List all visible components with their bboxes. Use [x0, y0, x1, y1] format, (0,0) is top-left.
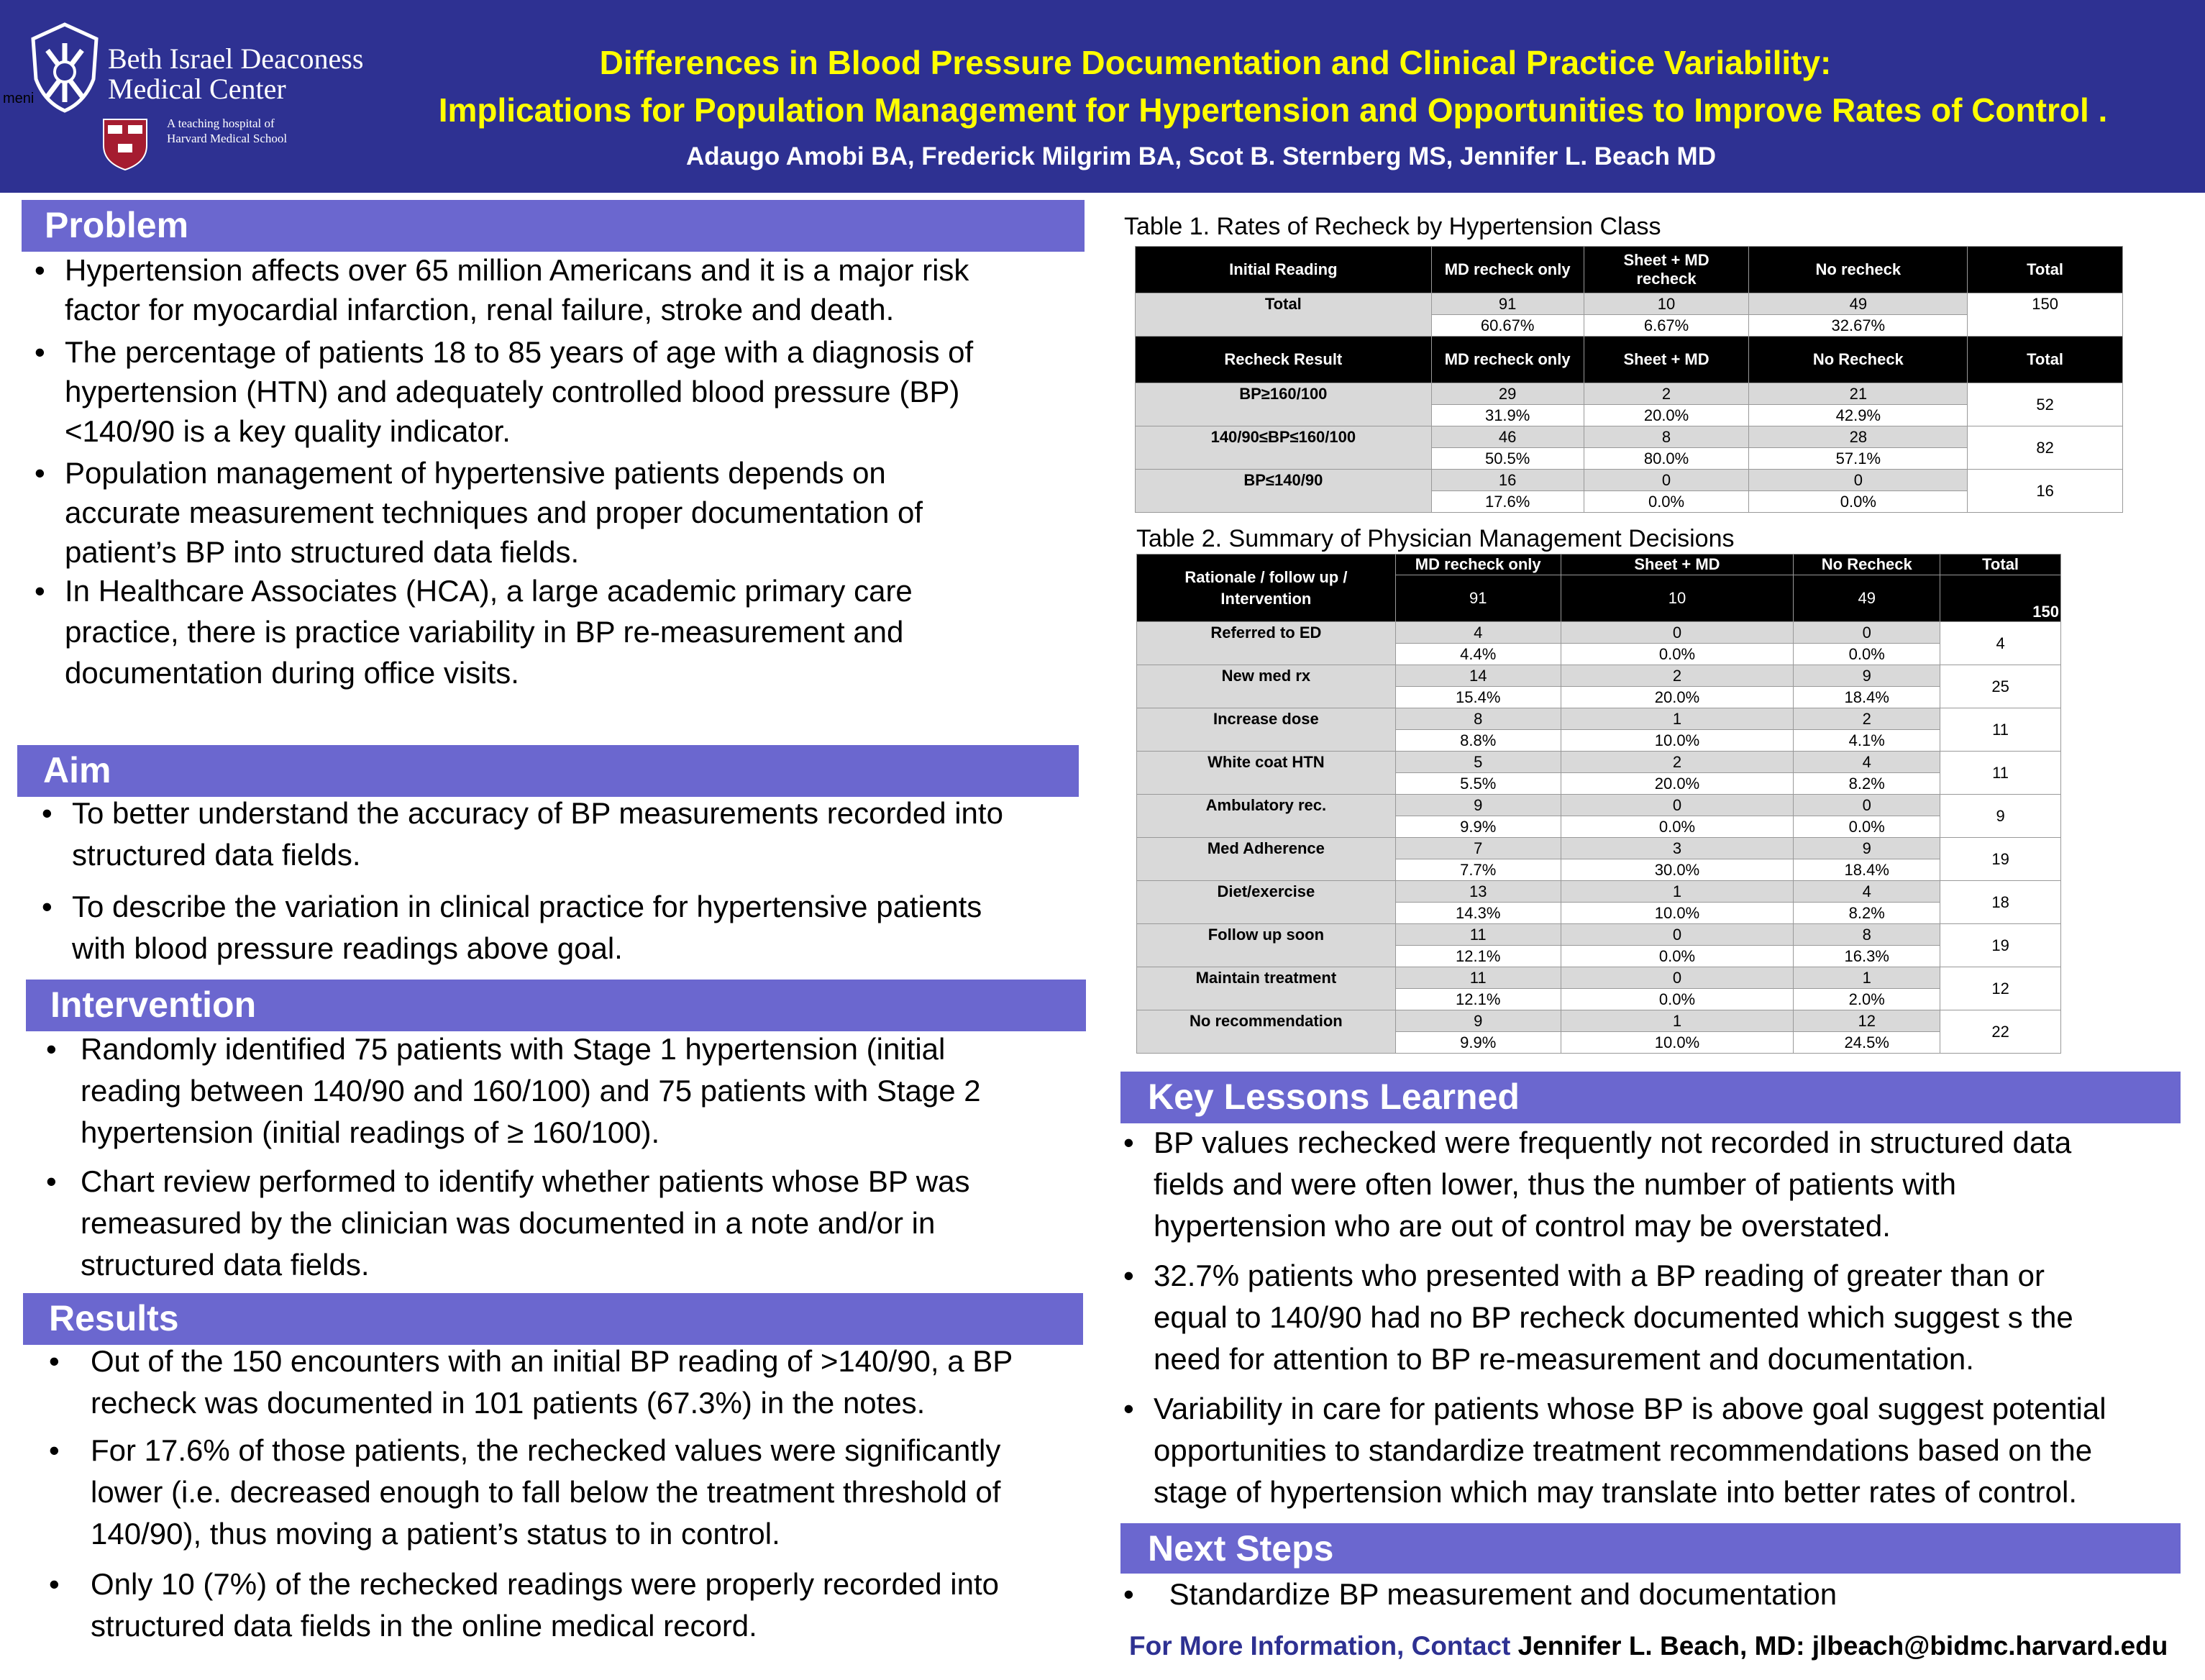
table2-cell: 0.0%	[1561, 816, 1794, 838]
table1-header-cell: Sheet + MD	[1584, 337, 1749, 383]
table2-cell: 24.5%	[1794, 1032, 1940, 1054]
bullet-dot: •	[35, 574, 45, 608]
table2-total-cell: 19	[1940, 838, 2061, 881]
table1-cell: 0.0%	[1584, 491, 1749, 513]
bullet-text: 32.7% patients who presented with a BP reading of greater than or equal to 140/90 had no BP recheck documented which suggest s the need for attention to BP re-measurement and documentation.	[1154, 1259, 2073, 1376]
bullet-dot: •	[49, 1567, 60, 1601]
table1-row-label: Total	[1136, 293, 1432, 337]
logo-subtitle-line2: Harvard Medical School	[167, 132, 288, 145]
table2-cell: 9.9%	[1395, 816, 1561, 838]
table2-cell: 3	[1561, 838, 1794, 859]
table2-cell: 11	[1395, 924, 1561, 946]
table2-cell: 0	[1561, 622, 1794, 644]
bullet-dot: •	[1123, 1392, 1134, 1425]
table2-header-rationale: Rationale / follow up / Intervention	[1137, 554, 1396, 622]
bullet-dot: •	[1123, 1259, 1134, 1292]
table1-cell: 6.67%	[1584, 315, 1749, 337]
bullet-text: The percentage of patients 18 to 85 years of age with a diagnosis of hypertension (HTN) and adequately controlled blood pressure (BP) <140/90 is a key quality indicator.	[65, 335, 974, 448]
table1-row	[1136, 383, 2123, 405]
table2-row-label: Follow up soon	[1137, 924, 1396, 967]
table2-cell: 4.1%	[1794, 730, 1940, 752]
table2-cell: 9	[1794, 838, 1940, 859]
table1-row	[1136, 293, 2123, 315]
table2-row	[1137, 752, 2061, 773]
table1-cell: 50.5%	[1431, 448, 1584, 470]
table1-header-cell: Initial Reading	[1136, 247, 1432, 293]
table1-total-cell: 150	[1968, 293, 2123, 337]
table1-row	[1136, 470, 2123, 491]
table2-header-count: 49	[1794, 575, 1940, 622]
table1-header-cell: MD recheck only	[1431, 337, 1584, 383]
results-heading: Results	[23, 1293, 1083, 1345]
table2-cell: 9	[1794, 665, 1940, 687]
bullet-dot: •	[35, 456, 45, 490]
logo-name-line2: Medical Center	[108, 73, 286, 105]
table1-cell: 31.9%	[1431, 405, 1584, 426]
table2-cell: 0.0%	[1561, 644, 1794, 665]
table2-cell: 12.1%	[1395, 989, 1561, 1010]
table2-total-cell: 18	[1940, 881, 2061, 924]
table1-total-cell: 82	[1968, 426, 2123, 470]
table2-header-cell: No Recheck	[1794, 554, 1940, 575]
bullet-text: Only 10 (7%) of the rechecked readings were properly recorded into structured data fields in the online medical record.	[91, 1567, 999, 1643]
table2-cell: 0	[1794, 622, 1940, 644]
table1-cell: 80.0%	[1584, 448, 1749, 470]
table2-row-label: Maintain treatment	[1137, 967, 1396, 1010]
bullet-dot: •	[49, 1344, 60, 1378]
logo-stray-text: meni	[3, 91, 35, 106]
table2-cell: 0.0%	[1794, 816, 1940, 838]
table2-cell: 2	[1561, 752, 1794, 773]
table1-cell: 60.67%	[1431, 315, 1584, 337]
bullet-dot: •	[35, 335, 45, 369]
table2-caption: Table 2. Summary of Physician Management Decisions	[1136, 525, 1735, 552]
bullet-text: Variability in care for patients whose BP is above goal suggest potential opportunities to standardize treatment recommendations based on the stage of hypertension which may translate into better rates of control.	[1154, 1392, 2106, 1509]
bullet-text: To describe the variation in clinical practice for hypertensive patients with blood pressure readings above goal.	[72, 890, 982, 965]
table2-cell: 2.0%	[1794, 989, 1940, 1010]
table2-total-cell: 11	[1940, 708, 2061, 752]
table2-cell: 8.2%	[1794, 773, 1940, 795]
table2-cell: 12	[1794, 1010, 1940, 1032]
table1-cell: 29	[1431, 383, 1584, 405]
table2-row	[1137, 881, 2061, 903]
table1-header-cell: Recheck Result	[1136, 337, 1432, 383]
table2-cell: 1	[1794, 967, 1940, 989]
table2-cell: 0	[1561, 967, 1794, 989]
table2-total-cell: 19	[1940, 924, 2061, 967]
table1-cell: 49	[1749, 293, 1968, 315]
table2-row	[1137, 838, 2061, 859]
table2-cell: 10.0%	[1561, 903, 1794, 924]
bullet-text: In Healthcare Associates (HCA), a large academic primary care practice, there is practice variability in BP re-measurement and documentation during office visits.	[65, 574, 913, 690]
table1-cell: 42.9%	[1749, 405, 1968, 426]
table2-cell: 4	[1794, 881, 1940, 903]
bullet-dot: •	[1123, 1126, 1134, 1159]
bullet-dot: •	[42, 890, 52, 923]
bullet-dot: •	[42, 796, 52, 830]
table2-cell: 0	[1561, 795, 1794, 816]
bullet-text: Randomly identified 75 patients with Stage 1 hypertension (initial reading between 140/90 and 160/100) and 75 patients with Stage 2 hypertension (initial readings of ≥ 160/100).	[81, 1032, 981, 1149]
table1-cell: 46	[1431, 426, 1584, 448]
table2-cell: 1	[1561, 881, 1794, 903]
table2-row-label: No recommendation	[1137, 1010, 1396, 1054]
table2-header-row	[1137, 554, 2061, 575]
table1-cell: 10	[1584, 293, 1749, 315]
table1-cell: 17.6%	[1431, 491, 1584, 513]
bullet-dot: •	[46, 1164, 57, 1198]
table2-cell: 0.0%	[1561, 989, 1794, 1010]
table2-row-label: New med rx	[1137, 665, 1396, 708]
table2-cell: 11	[1395, 967, 1561, 989]
table1-row	[1136, 426, 2123, 448]
table2-cell: 4.4%	[1395, 644, 1561, 665]
table2-cell: 13	[1395, 881, 1561, 903]
table1-caption: Table 1. Rates of Recheck by Hypertension Class	[1124, 213, 1661, 240]
table2-cell: 0.0%	[1794, 644, 1940, 665]
table2-cell: 8.8%	[1395, 730, 1561, 752]
table2-cell: 20.0%	[1561, 773, 1794, 795]
table2-row	[1137, 924, 2061, 946]
contact-text: Jennifer L. Beach, MD: jlbeach@bidmc.harvard.edu	[1510, 1631, 2168, 1661]
bullet-text: Out of the 150 encounters with an initial BP reading of >140/90, a BP recheck was documented in 101 patients (67.3%) in the notes.	[91, 1344, 1013, 1420]
table1-header-row	[1136, 337, 2123, 383]
table1-header-cell: Total	[1968, 337, 2123, 383]
table2-cell: 9	[1395, 795, 1561, 816]
next-steps-heading: Next Steps	[1120, 1523, 2181, 1574]
table2-cell: 4	[1395, 622, 1561, 644]
table1-cell: 21	[1749, 383, 1968, 405]
poster-title-line1: Differences in Blood Pressure Documentation and Clinical Practice Variability:	[599, 44, 1832, 81]
bullet-text: Hypertension affects over 65 million Americans and it is a major risk factor for myocardial infarction, renal failure, stroke and death.	[65, 253, 969, 327]
table2-cell: 10.0%	[1561, 1032, 1794, 1054]
aim-heading: Aim	[17, 745, 1079, 797]
table2-header-count: 10	[1561, 575, 1794, 622]
bidmc-shield-logo	[27, 22, 102, 114]
table2-cell: 2	[1794, 708, 1940, 730]
table2-row-label: Increase dose	[1137, 708, 1396, 752]
table1-header-cell: MD recheck only	[1431, 247, 1584, 293]
table2-cell: 16.3%	[1794, 946, 1940, 967]
table2-cell: 14.3%	[1395, 903, 1561, 924]
table2-row	[1137, 795, 2061, 816]
table2-row-label: Ambulatory rec.	[1137, 795, 1396, 838]
table1-cell: 91	[1431, 293, 1584, 315]
table1-cell: 16	[1431, 470, 1584, 491]
table1-cell: 0	[1749, 470, 1968, 491]
table2-cell: 7	[1395, 838, 1561, 859]
table2-cell: 5	[1395, 752, 1561, 773]
harvard-shield-icon	[101, 117, 150, 171]
table2-row	[1137, 967, 2061, 989]
table1-total-cell: 52	[1968, 383, 2123, 426]
table2-total-cell: 22	[1940, 1010, 2061, 1054]
bullet-text: Chart review performed to identify whether patients whose BP was remeasured by the clinician was documented in a note and/or in structured data fields.	[81, 1164, 970, 1282]
table2-row-label: Med Adherence	[1137, 838, 1396, 881]
problem-heading: Problem	[22, 200, 1085, 252]
table1-header-cell: Sheet + MD recheck	[1584, 247, 1749, 293]
table1-total-cell: 16	[1968, 470, 2123, 513]
table1-header-cell: No Recheck	[1749, 337, 1968, 383]
table2-total-cell: 4	[1940, 622, 2061, 665]
contact-label: For More Information, Contact	[1129, 1631, 1511, 1661]
table2-cell: 7.7%	[1395, 859, 1561, 881]
table2-row	[1137, 708, 2061, 730]
table1	[1135, 246, 2123, 513]
table1-row-label: BP≤140/90	[1136, 470, 1432, 513]
bullet-text: Standardize BP measurement and documentation	[1161, 1577, 1838, 1611]
table2-cell: 30.0%	[1561, 859, 1794, 881]
bullet-text: For 17.6% of those patients, the rechecked values were significantly lower (i.e. decreased enough to fall below the treatment threshold of 140/90), thus moving a patient’s status to in control.	[91, 1433, 1001, 1551]
table2-row-label: Diet/exercise	[1137, 881, 1396, 924]
contact-info	[1129, 1631, 2168, 1661]
table2-cell: 4	[1794, 752, 1940, 773]
table2-row	[1137, 622, 2061, 644]
logo-subtitle-line1: A teaching hospital of	[167, 117, 275, 130]
table1-cell: 0	[1584, 470, 1749, 491]
table2-cell: 8	[1794, 924, 1940, 946]
table2-cell: 18.4%	[1794, 687, 1940, 708]
table1-cell: 28	[1749, 426, 1968, 448]
intervention-heading: Intervention	[26, 980, 1086, 1031]
table2	[1136, 554, 2061, 1054]
table2-total-cell: 11	[1940, 752, 2061, 795]
table2-body	[1137, 622, 2061, 1054]
table2-cell: 0.0%	[1561, 946, 1794, 967]
table2-cell: 2	[1561, 665, 1794, 687]
table1-header-cell: No recheck	[1749, 247, 1968, 293]
table2-cell: 5.5%	[1395, 773, 1561, 795]
table1-row-label: BP≥160/100	[1136, 383, 1432, 426]
table1-header-row	[1136, 247, 2123, 293]
poster-title-line2: Implications for Population Management for Hypertension and Opportunities to Improve Rates of Control .	[438, 91, 2108, 129]
bullet-text: BP values rechecked were frequently not recorded in structured data fields and were often lower, thus the number of patients with hypertension who are out of control may be overstated.	[1154, 1126, 2072, 1243]
bullet-dot: •	[1123, 1577, 1134, 1611]
bullet-dot: •	[46, 1032, 57, 1066]
table2-cell: 1	[1561, 1010, 1794, 1032]
table2-row-label: White coat HTN	[1137, 752, 1396, 795]
table1-header-cell: Total	[1968, 247, 2123, 293]
table2-header-cell: Total	[1940, 554, 2061, 575]
table2-total-cell: 12	[1940, 967, 2061, 1010]
table2-header-cell: Sheet + MD	[1561, 554, 1794, 575]
table2-row	[1137, 1010, 2061, 1032]
poster-header	[0, 0, 2205, 193]
table2-total-cell: 25	[1940, 665, 2061, 708]
table2-cell: 9	[1395, 1010, 1561, 1032]
table2-cell: 12.1%	[1395, 946, 1561, 967]
table2-cell: 18.4%	[1794, 859, 1940, 881]
table2-total-cell: 9	[1940, 795, 2061, 838]
poster-authors: Adaugo Amobi BA, Frederick Milgrim BA, Scot B. Sternberg MS, Jennifer L. Beach MD	[686, 142, 1716, 170]
table1-cell: 57.1%	[1749, 448, 1968, 470]
table2-cell: 9.9%	[1395, 1032, 1561, 1054]
table2-cell: 8.2%	[1794, 903, 1940, 924]
table2-cell: 15.4%	[1395, 687, 1561, 708]
table2-header-count: 91	[1395, 575, 1561, 622]
logo-name-line1: Beth Israel Deaconess	[108, 42, 364, 75]
table2-cell: 14	[1395, 665, 1561, 687]
table1-row-label: 140/90≤BP≤160/100	[1136, 426, 1432, 470]
bullet-dot: •	[35, 253, 45, 287]
table1-cell: 0.0%	[1749, 491, 1968, 513]
table2-row	[1137, 665, 2061, 687]
table2-cell: 1	[1561, 708, 1794, 730]
table1-cell: 2	[1584, 383, 1749, 405]
table1-cell: 32.67%	[1749, 315, 1968, 337]
bullet-dot: •	[49, 1433, 60, 1467]
table1-cell: 20.0%	[1584, 405, 1749, 426]
bullet-text: Population management of hypertensive patients depends on accurate measurement techniques and proper documentation of patient’s BP into structured data fields.	[65, 456, 923, 569]
bullet-text: To better understand the accuracy of BP measurements recorded into structured data fields.	[72, 796, 1003, 872]
table2-cell: 0	[1794, 795, 1940, 816]
table1-cell: 8	[1584, 426, 1749, 448]
key-lessons-heading: Key Lessons Learned	[1120, 1072, 2181, 1123]
table2-header-cell: MD recheck only	[1395, 554, 1561, 575]
table2-cell: 20.0%	[1561, 687, 1794, 708]
table2-cell: 10.0%	[1561, 730, 1794, 752]
table2-cell: 8	[1395, 708, 1561, 730]
table2-header-total: 150	[1940, 575, 2061, 622]
table2-row-label: Referred to ED	[1137, 622, 1396, 665]
table2-cell: 0	[1561, 924, 1794, 946]
